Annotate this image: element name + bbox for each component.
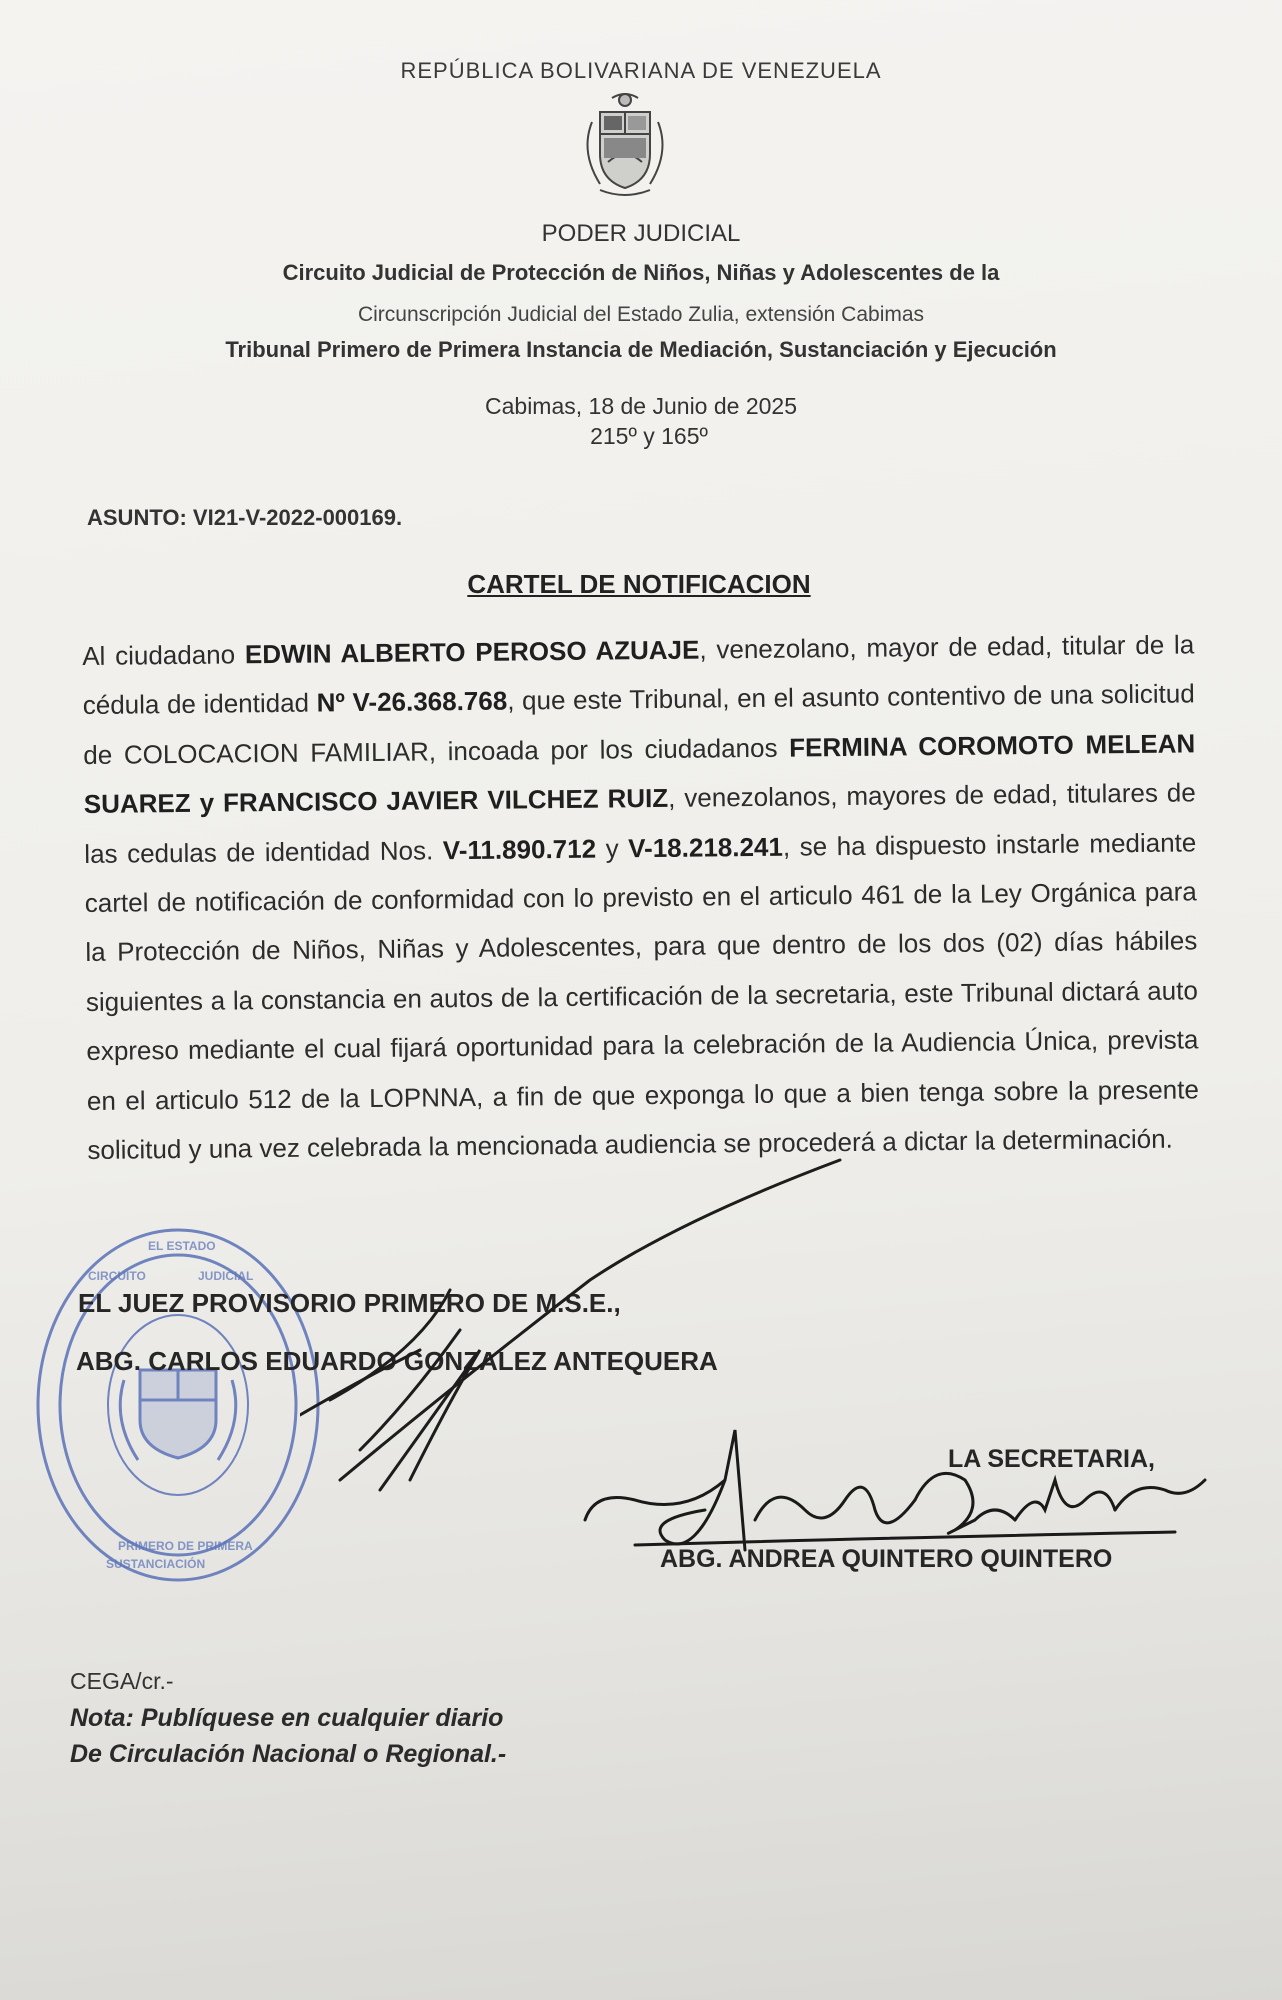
case-number: ASUNTO: VI21-V-2022-000169. xyxy=(87,505,403,530)
recipient-name: EDWIN ALBERTO PEROSO AZUAJE xyxy=(244,634,700,670)
document-title: CARTEL DE NOTIFICACION xyxy=(467,569,811,599)
document-date: Cabimas, 18 de Junio de 2025 xyxy=(485,393,797,419)
header-country: REPÚBLICA BOLIVARIANA DE VENEZUELA xyxy=(400,58,882,83)
document-years: 215º y 165º xyxy=(590,423,708,449)
note-line: Nota: Publíquese en cualquier diario xyxy=(70,1704,504,1732)
publication-note xyxy=(70,1700,506,1772)
petitioner-names: FERMINA COROMOTO MELEAN SUAREZ y FRANCISCO JAVIER VILCHEZ RUIZ xyxy=(83,728,1196,820)
recipient-id: Nº V-26.368.768 xyxy=(316,685,508,718)
header-court: Tribunal Primero de Primera Instancia de Mediación, Sustanciación y Ejecución xyxy=(225,337,1057,362)
notification-body xyxy=(82,620,1200,1175)
header-circuit: Circuito Judicial de Protección de Niños, Niñas y Adolescentes de la xyxy=(282,260,1000,285)
body-text: , venezolanos, mayores de edad, titulares de las cedulas de identidad Nos. xyxy=(84,777,1196,869)
header-branch: PODER JUDICIAL xyxy=(541,220,741,247)
body-text: Al ciudadano xyxy=(82,639,246,671)
drafter-initials: CEGA/cr.- xyxy=(70,1668,174,1694)
note-line: De Circulación Nacional o Regional.- xyxy=(70,1740,507,1768)
header-jurisdiction: Circunscripción Judicial del Estado Zulia, extensión Cabimas xyxy=(357,303,925,326)
svg-text:JUDICIAL: JUDICIAL xyxy=(198,1269,254,1283)
coat-of-arms-venezuela-icon xyxy=(570,92,680,202)
svg-text:SUSTANCIACIÓN: SUSTANCIACIÓN xyxy=(106,1557,206,1571)
body-text: , que este Tribunal, en el asunto contentivo de una solicitud de COLOCACION FAMILIAR, incoada por los ciudadanos xyxy=(83,678,1195,770)
body-text: , venezolano, mayor de edad, titular de la cédula de identidad xyxy=(82,629,1195,721)
svg-text:PRIMERO DE PRIMERA: PRIMERO DE PRIMERA xyxy=(118,1539,253,1553)
petitioner-id-1: V-11.890.712 xyxy=(442,833,597,865)
petitioner-id-2: V-18.218.241 xyxy=(628,831,784,863)
court-seal-stamp xyxy=(28,1220,328,1590)
svg-text:CIRCUITO: CIRCUITO xyxy=(88,1269,146,1283)
judge-title: EL JUEZ PROVISORIO PRIMERO DE M.S.E., xyxy=(78,1288,621,1318)
secretary-title: LA SECRETARIA, xyxy=(948,1445,1155,1473)
body-text: y xyxy=(595,832,629,864)
judge-name: ABG. CARLOS EDUARDO GONZALEZ ANTEQUERA xyxy=(76,1346,718,1376)
secretary-name: ABG. ANDREA QUINTERO QUINTERO xyxy=(660,1545,1113,1573)
body-text: , se ha dispuesto instarle mediante cartel de notificación de conformidad con lo previsto en el articulo 461 de la Ley Orgánica para la Protección de Niños, Niñas y Adolescentes, para que dentro de los dos (02) días hábiles siguientes a la constancia en autos de la certificación de la secretaria, este Tribunal dictará auto expreso mediante el cual fijará oportunidad para la celebración de la Audiencia Única, prevista en el articulo 512 de la LOPNNA, a fin de que exponga lo que a bien tenga sobre la presente solicitud y una vez celebrada la mencionada audiencia se procederá a dictar la determinación. xyxy=(84,826,1200,1166)
svg-text:EL ESTADO: EL ESTADO xyxy=(148,1239,216,1253)
